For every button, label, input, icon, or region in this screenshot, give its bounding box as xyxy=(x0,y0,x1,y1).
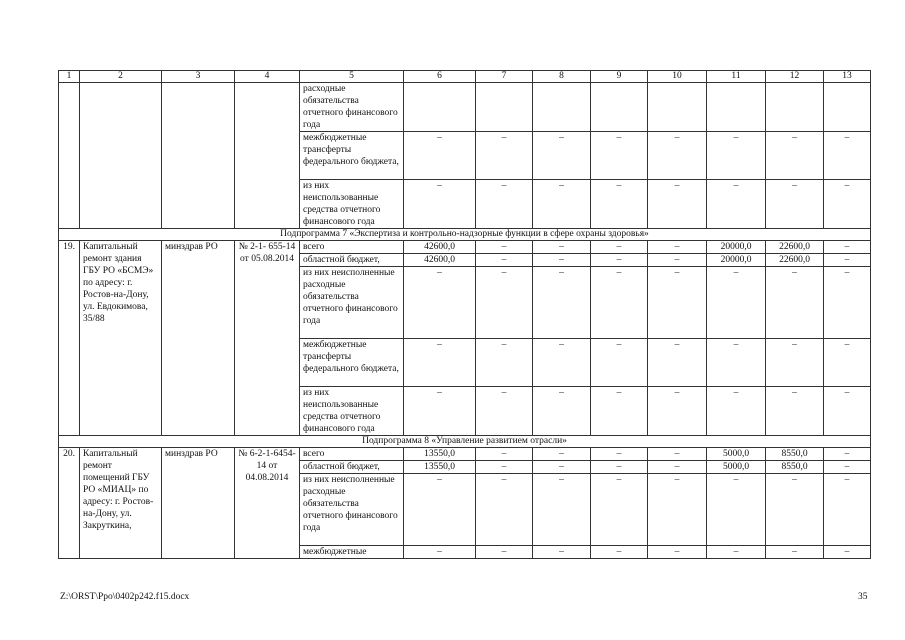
subprogram-row xyxy=(59,229,871,241)
value-cell: – xyxy=(648,387,707,436)
budget-table xyxy=(58,70,871,559)
value-cell: – xyxy=(648,180,707,229)
value-cell: – xyxy=(766,180,824,229)
document-reference: № 2-1- 655-14 от 05.08.2014 xyxy=(235,241,300,436)
value-cell: – xyxy=(824,132,871,180)
value-cell: 5000,0 xyxy=(707,461,766,474)
value-cell: – xyxy=(591,339,648,387)
value-cell: – xyxy=(591,448,648,461)
value-cell: – xyxy=(533,448,591,461)
executor-cell xyxy=(162,83,235,229)
source-label: межбюджетные трансферты федерального бюджета, xyxy=(300,132,404,180)
value-cell: – xyxy=(533,132,591,180)
value-cell: – xyxy=(533,180,591,229)
source-label: межбюджетные xyxy=(300,546,404,559)
value-cell: – xyxy=(707,267,766,339)
value-cell: – xyxy=(648,132,707,180)
value-cell xyxy=(824,83,871,132)
column-number: 9 xyxy=(591,71,648,83)
value-cell: – xyxy=(824,461,871,474)
value-cell: 13550,0 xyxy=(404,461,476,474)
value-cell: – xyxy=(404,180,476,229)
value-cell: – xyxy=(476,448,533,461)
row-number: 19. xyxy=(59,241,80,436)
table-row xyxy=(59,241,871,254)
value-cell: – xyxy=(591,254,648,267)
document-reference: № 6-2-1-6454-14 от 04.08.2014 xyxy=(235,448,300,559)
source-label: расходные обязательства отчетного финансового года xyxy=(300,83,404,132)
source-label: всего xyxy=(300,448,404,461)
value-cell: – xyxy=(476,241,533,254)
header-row xyxy=(59,71,871,83)
value-cell: – xyxy=(476,546,533,559)
column-number: 5 xyxy=(300,71,404,83)
executor: минздрав РО xyxy=(162,448,235,559)
value-cell: 22600,0 xyxy=(766,254,824,267)
value-cell: – xyxy=(824,267,871,339)
table-row xyxy=(59,448,871,461)
value-cell xyxy=(591,83,648,132)
value-cell: – xyxy=(707,546,766,559)
value-cell xyxy=(404,83,476,132)
value-cell: – xyxy=(707,180,766,229)
source-label: из них неисполненные расходные обязательства отчетного финансового года xyxy=(300,474,404,546)
value-cell: – xyxy=(591,180,648,229)
column-number: 13 xyxy=(824,71,871,83)
value-cell: – xyxy=(591,387,648,436)
value-cell: – xyxy=(648,267,707,339)
object-name: Капитальный ремонт здания ГБУ РО «БСМЭ» по адресу: г. Ростов-на-Дону, ул. Евдокимова, 35/88 xyxy=(80,241,162,436)
value-cell: – xyxy=(707,132,766,180)
value-cell: 20000,0 xyxy=(707,254,766,267)
source-label: из них неиспользованные средства отчетного финансового года xyxy=(300,180,404,229)
value-cell: – xyxy=(533,241,591,254)
value-cell: – xyxy=(707,474,766,546)
value-cell: – xyxy=(476,132,533,180)
value-cell: – xyxy=(476,339,533,387)
file-path: Z:\ORST\Ppo\0402p242.f15.docx xyxy=(60,592,190,602)
column-number: 11 xyxy=(707,71,766,83)
value-cell: – xyxy=(591,132,648,180)
column-number: 4 xyxy=(235,71,300,83)
value-cell: – xyxy=(404,474,476,546)
column-number: 3 xyxy=(162,71,235,83)
source-label: областной бюджет, xyxy=(300,254,404,267)
executor: минздрав РО xyxy=(162,241,235,436)
value-cell: – xyxy=(476,387,533,436)
value-cell: – xyxy=(648,339,707,387)
value-cell: – xyxy=(404,546,476,559)
value-cell: – xyxy=(824,180,871,229)
value-cell: – xyxy=(404,267,476,339)
column-number: 7 xyxy=(476,71,533,83)
value-cell: 42600,0 xyxy=(404,241,476,254)
value-cell: 13550,0 xyxy=(404,448,476,461)
value-cell: – xyxy=(476,461,533,474)
value-cell: – xyxy=(476,474,533,546)
value-cell: – xyxy=(533,546,591,559)
value-cell: – xyxy=(533,474,591,546)
value-cell: – xyxy=(824,448,871,461)
value-cell: – xyxy=(766,132,824,180)
value-cell: – xyxy=(766,267,824,339)
value-cell: – xyxy=(648,254,707,267)
value-cell: – xyxy=(404,387,476,436)
value-cell: – xyxy=(707,387,766,436)
value-cell: – xyxy=(766,387,824,436)
value-cell: – xyxy=(476,180,533,229)
value-cell: 8550,0 xyxy=(766,448,824,461)
value-cell: – xyxy=(533,267,591,339)
value-cell: – xyxy=(648,241,707,254)
object-name: Капитальный ремонт помещений ГБУ РО «МИАЦ» по адресу: г. Ростов-на-Дону, ул. Закруткина, xyxy=(80,448,162,559)
column-number: 8 xyxy=(533,71,591,83)
value-cell xyxy=(648,83,707,132)
value-cell: – xyxy=(766,546,824,559)
value-cell: – xyxy=(591,546,648,559)
document-cell xyxy=(235,83,300,229)
value-cell: – xyxy=(824,241,871,254)
value-cell: 22600,0 xyxy=(766,241,824,254)
value-cell: 42600,0 xyxy=(404,254,476,267)
column-number: 10 xyxy=(648,71,707,83)
value-cell: – xyxy=(824,254,871,267)
value-cell: – xyxy=(824,387,871,436)
source-label: из них неисполненные расходные обязательства отчетного финансового года xyxy=(300,267,404,339)
table-row xyxy=(59,83,871,132)
value-cell xyxy=(707,83,766,132)
subprogram-title: Подпрограмма 8 «Управление развитием отрасли» xyxy=(59,436,871,448)
source-label: всего xyxy=(300,241,404,254)
value-cell: – xyxy=(648,474,707,546)
value-cell: 8550,0 xyxy=(766,461,824,474)
subprogram-row xyxy=(59,436,871,448)
value-cell: – xyxy=(766,339,824,387)
value-cell xyxy=(533,83,591,132)
value-cell: – xyxy=(476,267,533,339)
value-cell: – xyxy=(591,474,648,546)
column-number: 1 xyxy=(59,71,80,83)
value-cell: – xyxy=(404,339,476,387)
source-label: из них неиспользованные средства отчетного финансового года xyxy=(300,387,404,436)
value-cell: – xyxy=(766,474,824,546)
column-number: 6 xyxy=(404,71,476,83)
value-cell: – xyxy=(648,546,707,559)
value-cell: – xyxy=(648,461,707,474)
value-cell: – xyxy=(707,339,766,387)
source-label: областной бюджет, xyxy=(300,461,404,474)
value-cell: – xyxy=(591,461,648,474)
value-cell: – xyxy=(824,546,871,559)
value-cell: – xyxy=(533,339,591,387)
value-cell: – xyxy=(824,339,871,387)
page-number: 35 xyxy=(858,592,868,602)
value-cell: – xyxy=(533,461,591,474)
value-cell: – xyxy=(591,241,648,254)
value-cell: – xyxy=(476,254,533,267)
row-number: 20. xyxy=(59,448,80,559)
row-number-cell xyxy=(59,83,80,229)
value-cell: – xyxy=(533,254,591,267)
value-cell: – xyxy=(533,387,591,436)
column-number: 2 xyxy=(80,71,162,83)
subprogram-title: Подпрограмма 7 «Экспертиза и контрольно-надзорные функции в сфере охраны здоровья» xyxy=(59,229,871,241)
value-cell: – xyxy=(404,132,476,180)
object-name-cell xyxy=(80,83,162,229)
value-cell xyxy=(476,83,533,132)
value-cell: 20000,0 xyxy=(707,241,766,254)
source-label: межбюджетные трансферты федерального бюджета, xyxy=(300,339,404,387)
column-number: 12 xyxy=(766,71,824,83)
value-cell: – xyxy=(591,267,648,339)
value-cell: 5000,0 xyxy=(707,448,766,461)
value-cell xyxy=(766,83,824,132)
value-cell: – xyxy=(648,448,707,461)
value-cell: – xyxy=(824,474,871,546)
